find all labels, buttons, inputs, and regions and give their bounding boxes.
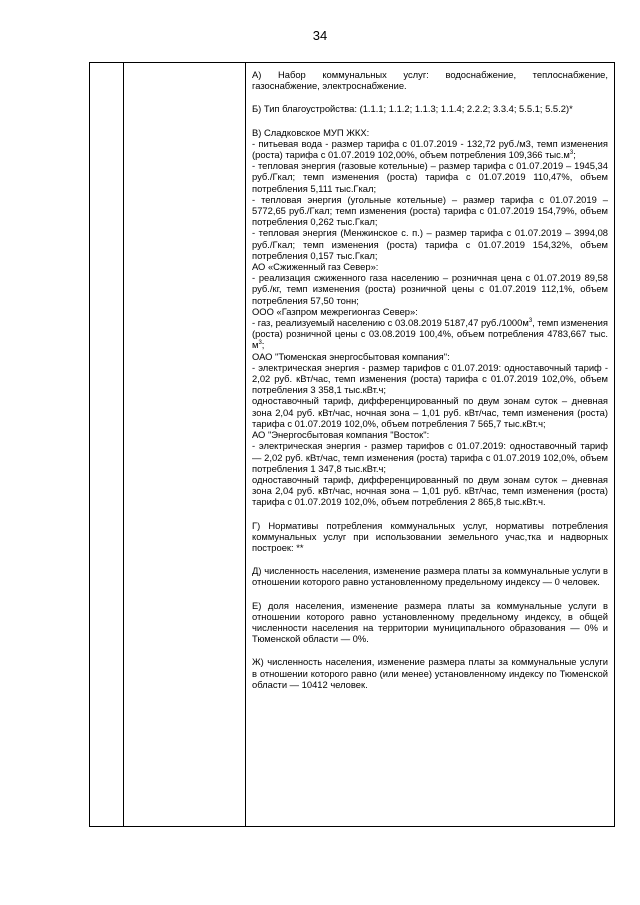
section-d: Д) численность населения, изменение размера платы за коммунальные услуги в отношении которого равно установленному предельному индексу — 0 человек. <box>252 565 608 588</box>
company-tyumen-energy: ОАО "Тюменская энергосбытовая компания": <box>252 350 450 362</box>
heat-coal-tariff: - тепловая энергия (угольные котельные) – размер тарифа с 01.07.2019 – 5772,65 руб./Гкал; темп изменения (роста) тарифа с 01.07.2019 154,79%, объем потребления 0,262 тыс.Гкал; <box>252 193 608 228</box>
electricity-zone-tariff-2: одноставочный тариф, дифференцированный по двум зонам суток – дневная зона 2,04 руб. кВт/час, ночная зона – 1,01 руб. кВт/час, темп изменения (роста) тарифа с 01.07.2019 102,0%, объем потребления 2 865,8 тыс.кВт.ч. <box>252 473 608 508</box>
company-vostok: АО "Энергосбытовая компания "Восток": <box>252 429 430 441</box>
heat-gas-tariff: - тепловая энергия (газовые котельные) – размер тарифа с 01.07.2019 – 1945,34 руб./Гкал; темп изменения (роста) тарифа с 01.07.2019 110,47%, объем потребления 5,111 тыс.Гкал; <box>252 160 608 194</box>
company-gazprom: ООО «Газпром межрегионгаз Север»: <box>252 305 418 317</box>
electricity-tariff-1: - электрическая энергия - размер тарифов с 01.07.2019: одноставочный тариф - 2,02 руб. кВт/час, темп изменения (роста) тарифа с 01.07.2019 102,0%, объем потребления 3 358,1 тыс.кВт.ч; <box>252 361 608 396</box>
electricity-zone-tariff-1: одноставочный тариф, дифференцированный по двум зонам суток – дневная зона 2,04 руб. кВт/час, ночная зона – 1,01 руб. кВт/час, темп изменения (роста) тарифа с 01.07.2019 102,0%, объем потребления 7 565,7 тыс.кВт.ч; <box>252 395 608 429</box>
section-b: Б) Тип благоустройства: (1.1.1; 1.1.2; 1.1.3; 1.1.4; 2.2.2; 3.3.4; 5.5.1; 5.5.2)* <box>252 103 573 115</box>
column-divider-2 <box>245 63 246 826</box>
gas-tariff: - газ, реализуемый населению с 03.08.2019 5187,47 $руб./1000м^3$, темп изменения (роста) розничной цены с 03.08.2019 100,4%, объем потребления 4783,667 тыс. $м^3$; <box>252 317 608 351</box>
water-tariff: - питьевая вода - размер тарифа с 01.07.2019 - 132,72 руб./м3, темп изменения (роста) тарифа с 01.07.2019 102,00%, объем потребления 109,366 $тыс.м^3$; <box>252 137 608 161</box>
content-cell <box>252 69 608 690</box>
section-e: Е) доля населения, изменение размера платы за коммунальные услуги в отношении которого равно установленному предельному индексу, в общей численности населения на территории муниципального образования — 0% и Тюменской области — 0%. <box>252 599 608 645</box>
company-lpg: АО «Сжиженный газ Север»: <box>252 261 379 273</box>
section-g: Г) Нормативы потребления коммунальных услуг, нормативы потребления коммунальных услуг при использовании земельного учас,тка и надворных построек: ** <box>252 519 608 553</box>
section-a: А) Набор коммунальных услуг: водоснабжение, теплоснабжение, газоснабжение, электроснабжение. <box>252 69 608 92</box>
section-v-title: В) Сладковское МУП ЖКХ: <box>252 126 370 138</box>
column-divider-1 <box>123 63 124 826</box>
electricity-tariff-2: - электрическая энергия - размер тарифов с 01.07.2019: одноставочный тариф — 2,02 руб. кВт/час, темп изменения (роста) тарифа с 01.07.2019 102,0%, объем потребления 1 347,8 тыс.кВт.ч; <box>252 440 608 474</box>
section-zh: Ж) численность населения, изменение размера платы за коммунальные услуги в отношении которого равно (или менее) установленному индексу по Тюменской области — 10412 человек. <box>252 656 608 690</box>
heat-menzhinskoe-tariff: - тепловая энергия (Менжинское с. п.) – размер тарифа с 01.07.2019 – 3994,08 руб./Гкал; темп изменения (роста) тарифа с 01.07.2019 154,32%, объем потребления 0,157 тыс.Гкал; <box>252 227 608 261</box>
table <box>89 62 615 827</box>
lpg-tariff: - реализация сжиженного газа населению – розничная цена с 01.07.2019 89,58 руб./кг, темп изменения (роста) розничной цены с 01.07.2019 112,1%, объем потребления 57,50 тонн; <box>252 272 608 306</box>
page-number: 34 <box>312 28 328 43</box>
